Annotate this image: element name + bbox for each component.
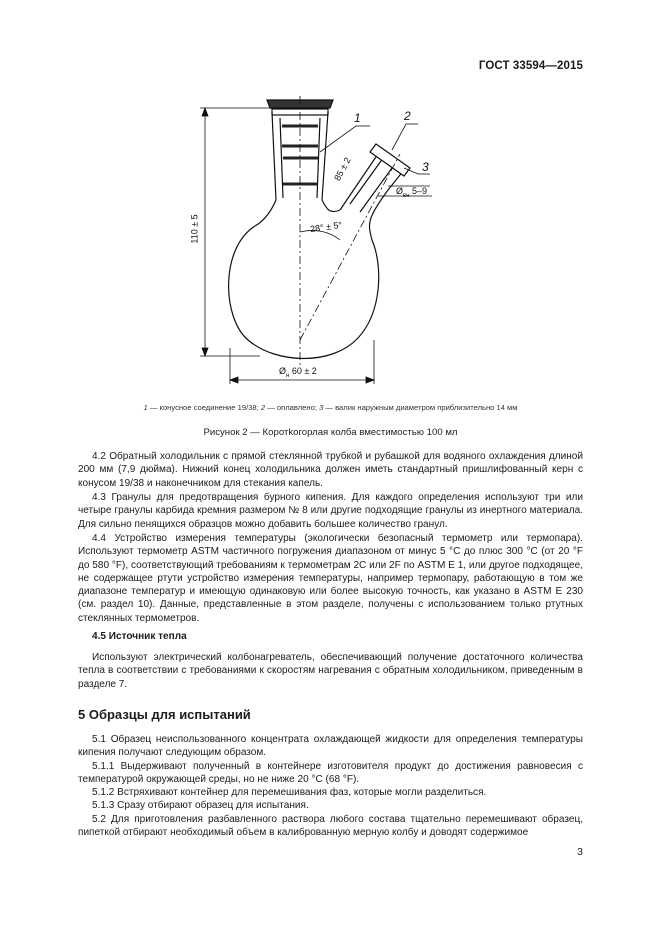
paragraph-4-2: 4.2 Обратный холодильник с прямой стеклянной трубкой и рубашкой для водяного охлаждения длиной 200 мм (7,9 дюйма). Нижний конец холодильника должен иметь стандартный пришлифованный керн с конусом 19/38 и наконечником для стекания капель.: [78, 451, 583, 489]
paragraph-4-3: 4.3 Гранулы для предотвращения бурного кипения. Для каждого определения используют три или четыре гранулы карбида кремния размером № 8 или другие подходящие гранулы из инертного материала. Для сильно пенящихся образцов можно добавить большее количество гранул.: [78, 492, 583, 530]
callout-2: 2: [404, 109, 411, 123]
figure-legend: [0, 403, 661, 412]
outer-subscript: н: [286, 372, 290, 379]
section-4-5: [78, 630, 583, 643]
paragraph-4-5: Используют электрический колбонагреватель, обеспечивающий получение достаточного количества тепла в соответствии с требованиями к скоростям нагревания с обратным холодильником, приведенным в разделе 7.: [78, 652, 583, 690]
paragraph-5-1-3: 5.1.3 Сразу отбирают образец для испытания.: [92, 800, 309, 812]
callout-1: 1: [354, 111, 361, 125]
paragraph-5-1-2: 5.1.2 Встряхивают контейнер для перемешивания фаз, которые могли разделиться.: [92, 787, 487, 799]
diameter-symbol: Ø: [396, 186, 404, 196]
inner-subscript: вн: [403, 192, 410, 199]
flask-drawing: [0, 0, 661, 400]
section-5: [78, 733, 583, 839]
legend-text-3: — валик наружным диаметром приблизительно 14 мм: [323, 403, 518, 412]
paragraph-5-1-1: 5.1.1 Выдерживают полученный в контейнере изготовителя продукт до достижения равновесия с температурой окружающей среды, но не ниже 20 °С (68 °F).: [78, 760, 583, 785]
section-4-3: [78, 491, 583, 531]
side-arm-diameter: [396, 186, 427, 199]
section-4-5-body: [78, 651, 583, 691]
flask-figure: [0, 0, 661, 400]
paragraph-5-2: 5.2 Для приготовления разбавленного раствора любого состава тщательно перемешивают образец, пипеткой отбирают необходимый объем в калиброванную мерную колбу и доводят содержимое: [78, 813, 583, 839]
callout-3: 3: [422, 160, 429, 174]
height-dimension: 110 ± 5: [189, 214, 200, 244]
section-4-2: [78, 450, 583, 490]
paragraph-4-4: 4.4 Устройство измерения температуры (экологически безопасный термометр или термопара). Используют термометр ASTM частичного погружения диапазоном от минус 5 °С до плюс 300 °С (от 20 °F до 580 °F), соответствующий требованиям к термометрам 2С или 2F по ASTM E 1, или другое подходящее, не содержащее ртути устройство измерения температуры, например термопару, работающую в том же диапазоне температур и имеющую одинаковую или более высокую точность, как указано в ASTM E 230 (см. раздел 10). Данные, представленные в этом разделе, получены с использованием только ртутных стеклянных термометров.: [78, 533, 583, 624]
bulb-diameter: [279, 366, 317, 379]
legend-text-1: — конусное соединение 19/38;: [147, 403, 261, 412]
figure-caption: Рисунок 2 — Коротkогорлая колба вместимостью 100 мл: [203, 427, 458, 438]
document-header: ГОСТ 33594—2015: [478, 60, 583, 72]
bulb-diameter-value: 60 ± 2: [291, 366, 317, 376]
paragraph-5-1: 5.1 Образец неиспользованного концентрата охлаждающей жидкости для определения температуры кипения получают следующим образом.: [78, 734, 583, 759]
section-4-4: [78, 532, 583, 625]
legend-number-1: 1: [143, 403, 148, 412]
side-arm-diameter-value: 5–9: [412, 186, 428, 196]
neck-length-dimension: 85 ± 2: [332, 155, 353, 183]
heading-4-5: 4.5 Источник тепла: [92, 631, 187, 642]
section-5-heading: [78, 708, 583, 721]
page-number: 3: [577, 846, 583, 858]
legend-number-3: 3: [319, 403, 324, 412]
angle-dimension: 28° ± 5°: [309, 219, 343, 235]
legend-number-2: 2: [260, 403, 266, 412]
legend-text-2: — оплавлено;: [265, 403, 320, 412]
diameter-symbol: Ø: [279, 366, 287, 376]
heading-5: 5 Образцы для испытаний: [78, 707, 251, 722]
